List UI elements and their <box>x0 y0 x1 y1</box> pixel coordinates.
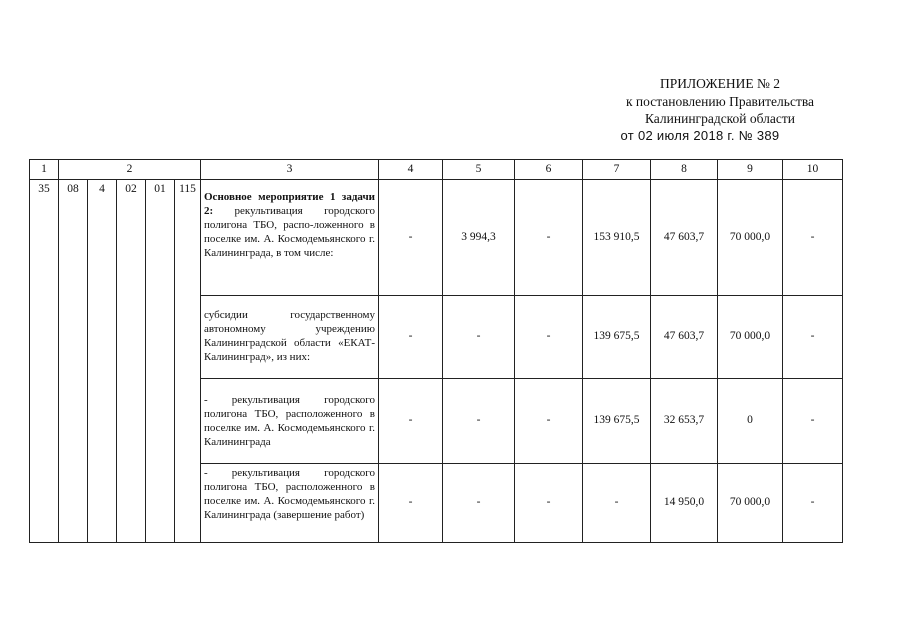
value-cell: - <box>443 296 515 379</box>
value-cell: - <box>515 379 583 464</box>
value-cell: - <box>379 296 443 379</box>
appendix-subtitle: к постановлению Правительства <box>625 94 815 109</box>
col-header-10: 10 <box>783 160 843 180</box>
col-header-2: 2 <box>59 160 201 180</box>
value-cell: 70 000,0 <box>718 464 783 543</box>
row-description: субсидии государственному автономному учреждению Калининградской области «ЕКАТ-Калининград», из них: <box>201 296 379 379</box>
col-header-9: 9 <box>718 160 783 180</box>
col-header-4: 4 <box>379 160 443 180</box>
value-cell: 70 000,0 <box>718 296 783 379</box>
value-cell: 139 675,5 <box>583 379 651 464</box>
code-cell: 115 <box>175 180 201 543</box>
value-cell: - <box>379 464 443 543</box>
code-cell: 08 <box>59 180 88 543</box>
header-row <box>30 160 843 180</box>
value-cell: - <box>515 296 583 379</box>
value-cell: - <box>379 379 443 464</box>
row-description: - рекультивация городского полигона ТБО, расположенного в поселке им. А. Космодемьянского г. Калининграда (завершение работ) <box>201 464 379 543</box>
row-description: - рекультивация городского полигона ТБО, расположенного в поселке им. А. Космодемьянского г. Калининграда <box>201 379 379 464</box>
value-cell: 139 675,5 <box>583 296 651 379</box>
col-header-6: 6 <box>515 160 583 180</box>
value-cell: - <box>583 464 651 543</box>
description-bold: Основное мероприятие 1 задачи 2: <box>204 191 375 217</box>
value-cell: 153 910,5 <box>583 180 651 296</box>
appendix-date-number: от 02 июля 2018 г. № 389 <box>620 128 780 143</box>
program-table <box>29 159 843 543</box>
value-cell: - <box>783 296 843 379</box>
value-cell: - <box>783 180 843 296</box>
value-cell: 70 000,0 <box>718 180 783 296</box>
code-cell: 4 <box>88 180 117 543</box>
col-header-5: 5 <box>443 160 515 180</box>
value-cell: - <box>443 464 515 543</box>
value-cell: - <box>515 464 583 543</box>
value-cell: - <box>783 379 843 464</box>
description-text: рекультивация городского полигона ТБО, распо-ложенного в поселке им. А. Космодемьянского г. Калининграда, в том числе: <box>204 205 375 259</box>
value-cell: - <box>783 464 843 543</box>
value-cell: 14 950,0 <box>651 464 718 543</box>
col-header-1: 1 <box>30 160 59 180</box>
value-cell: 32 653,7 <box>651 379 718 464</box>
value-cell: 3 994,3 <box>443 180 515 296</box>
appendix-region: Калининградской области <box>644 111 796 126</box>
table-row <box>30 180 843 296</box>
value-cell: 0 <box>718 379 783 464</box>
code-cell: 35 <box>30 180 59 543</box>
value-cell: 47 603,7 <box>651 296 718 379</box>
row-description <box>201 180 379 296</box>
appendix-title: ПРИЛОЖЕНИЕ № 2 <box>659 76 781 91</box>
value-cell: 47 603,7 <box>651 180 718 296</box>
value-cell: - <box>379 180 443 296</box>
value-cell: - <box>443 379 515 464</box>
col-header-8: 8 <box>651 160 718 180</box>
col-header-7: 7 <box>583 160 651 180</box>
code-cell: 01 <box>146 180 175 543</box>
col-header-3: 3 <box>201 160 379 180</box>
value-cell: - <box>515 180 583 296</box>
code-cell: 02 <box>117 180 146 543</box>
